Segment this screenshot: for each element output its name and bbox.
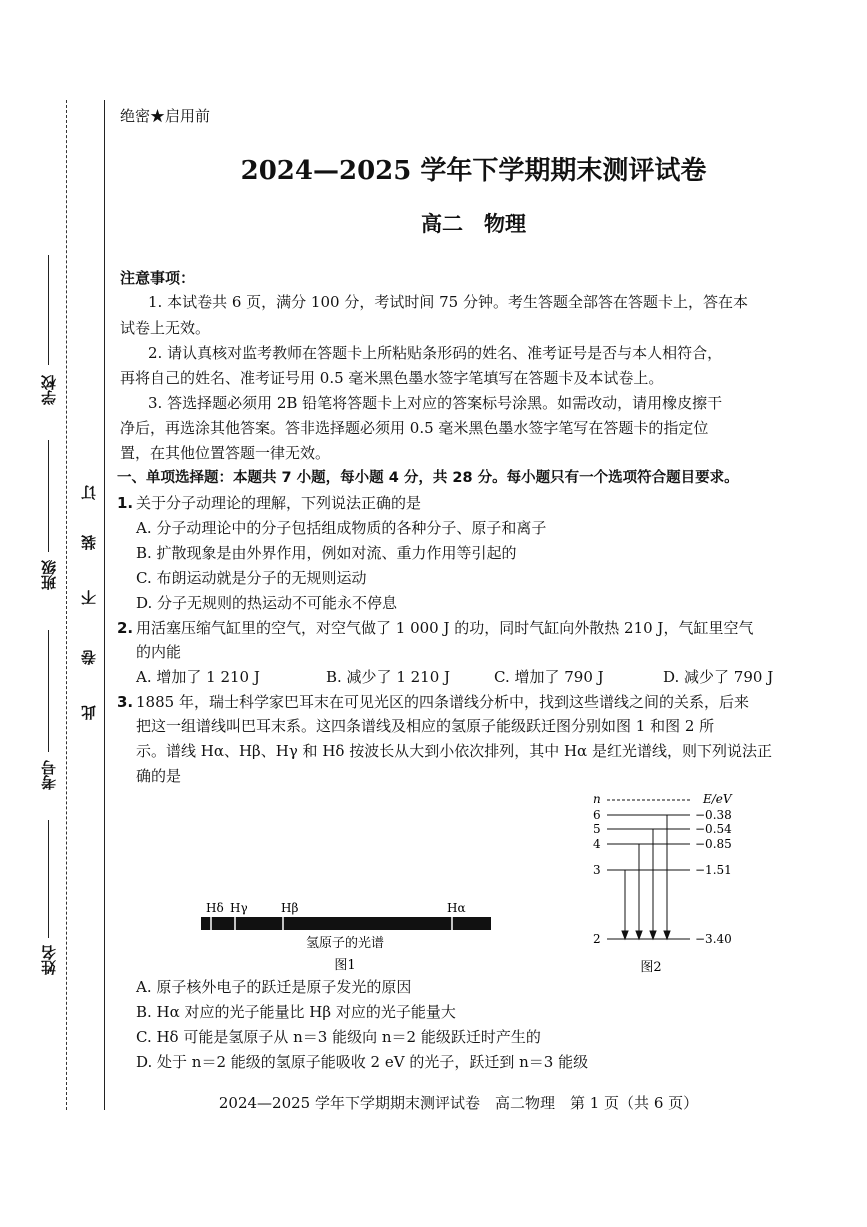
figure-1-caption: 图1 [334,958,356,973]
class-blank [48,440,49,552]
q1-stem: 关于分子动理论的理解，下列说法正确的是 [136,494,422,512]
level-3-energy: −1.51 [695,863,732,877]
page-footer: 2024—2025 学年下学期期末测评试卷 高二物理 第 1 页（共 6 页） [218,1094,699,1112]
name-blank [48,820,49,938]
q3-stem: 1885 年，瑞士科学家巴耳末在可见光区的四条谱线分析中，找到这些谱线之间的关系，后来 [136,693,749,711]
binding-char-1: 订 [80,485,98,500]
level-5-energy: −0.54 [695,822,732,836]
level-5-n: 5 [593,822,601,836]
figure-2-caption: 图2 [640,960,662,975]
name-label: 姓名 [40,945,58,975]
class-label: 班级 [40,560,58,590]
arrow-3-2 [622,931,628,939]
q3-option-a: A. 原子核外电子的跃迁是原子发光的原因 [136,978,412,996]
arrow-4-2 [636,931,642,939]
label-hg: Hγ [230,901,248,915]
q2-option-c: C. 增加了 790 J [494,668,604,686]
q2-option-d: D. 减少了 790 J [663,668,774,686]
n-axis-label: n [593,792,601,806]
binding-char-2: 装 [80,535,98,550]
energy-axis-label: E/eV [703,792,732,806]
note-3: 3. 答选择题必须用 2B 铅笔将答题卡上对应的答案标号涂黑。如需改动，请用橡皮擦干 [148,394,723,412]
secret-mark: 绝密★启用前 [120,107,211,125]
spectrum-bar [201,917,491,930]
exam-title: 2024—2025 学年下学期期末测评试卷 [240,156,707,186]
notes-heading: 注意事项： [120,269,196,287]
level-2-energy: −3.40 [695,932,732,946]
section-1-heading: 一、单项选择题：本题共 7 小题，每小题 4 分，共 28 分。每小题只有一个选项符合题目要求。 [117,470,739,486]
binding-char-5: 此 [80,705,98,720]
label-hd: Hδ [206,901,224,915]
q2-stem-cont: 的内能 [136,643,182,661]
q3-stem-cont2: 示。谱线 Hα、Hβ、Hγ 和 Hδ 按波长从大到小依次排列，其中 Hα 是红光谱线，则下列说法正 [136,742,772,760]
school-label: 学校 [40,375,58,405]
q1-option-b: B. 扩散现象是由外界作用，例如对流、重力作用等引起的 [136,544,517,562]
note-2: 2. 请认真核对监考教师在答题卡上所粘贴条形码的姓名、准考证号是否与本人相符合， [148,344,723,362]
q3-option-d: D. 处于 n＝2 能级的氢原子能吸收 2 eV 的光子，跃迁到 n＝3 能级 [136,1053,589,1071]
spectrum-label: 氢原子的光谱 [305,936,385,951]
note-1: 1. 本试卷共 6 页，满分 100 分，考试时间 75 分钟。考生答题全部答在答题卡上，答在本 [148,293,748,311]
q2-number: 2. [117,619,134,637]
note-1-cont: 试卷上无效。 [120,319,211,337]
exam-subtitle: 高二 物理 [421,211,526,236]
label-hb: Hβ [281,901,299,915]
figure-1-spectrum [195,895,495,975]
label-ha: Hα [447,901,466,915]
q3-stem-cont3: 确的是 [136,767,182,785]
note-3-cont: 净后，再选涂其他答案。答非选择题必须用 0.5 毫米黑色墨水签字笔写在答题卡的指定位 [120,419,709,437]
level-2-n: 2 [593,932,601,946]
level-6-energy: −0.38 [695,808,732,822]
level-4-energy: −0.85 [695,837,732,851]
q2-option-b: B. 减少了 1 210 J [326,668,451,686]
binding-solid-line [104,100,105,1110]
binding-char-3: 不 [80,590,98,605]
binding-dashed-line [66,100,67,1110]
q3-number: 3. [117,693,134,711]
school-blank [48,255,49,365]
q2-option-a: A. 增加了 1 210 J [136,668,260,686]
level-4-n: 4 [593,837,601,851]
q1-option-a: A. 分子动理论中的分子包括组成物质的各种分子、原子和离子 [136,519,547,537]
binding-char-4: 卷 [80,650,98,665]
figure-2-energy-levels [585,785,755,980]
q3-option-b: B. Hα 对应的光子能量比 Hβ 对应的光子能量大 [136,1003,456,1021]
q1-number: 1. [117,494,134,512]
arrow-6-2 [664,931,670,939]
note-3-cont2: 置，在其他位置答题一律无效。 [120,444,331,462]
q1-option-d: D. 分子无规则的热运动不可能永不停息 [136,594,398,612]
q2-stem: 用活塞压缩气缸里的空气，对空气做了 1 000 J 的功，同时气缸向外散热 210 J，气缸里空气 [136,619,754,637]
exam-no-label: 考号 [40,760,58,790]
note-2-cont: 再将自己的姓名、准考证号用 0.5 毫米黑色墨水签字笔填写在答题卡及本试卷上。 [120,369,664,387]
q3-stem-cont: 把这一组谱线叫巴耳末系。这四条谱线及相应的氢原子能级跃迁图分别如图 1 和图 2 所 [136,717,715,735]
level-3-n: 3 [593,863,601,877]
arrow-5-2 [650,931,656,939]
exam-no-blank [48,630,49,752]
q1-option-c: C. 布朗运动就是分子的无规则运动 [136,569,367,587]
level-6-n: 6 [593,808,601,822]
q3-option-c: C. Hδ 可能是氢原子从 n＝3 能级向 n＝2 能级跃迁时产生的 [136,1028,541,1046]
